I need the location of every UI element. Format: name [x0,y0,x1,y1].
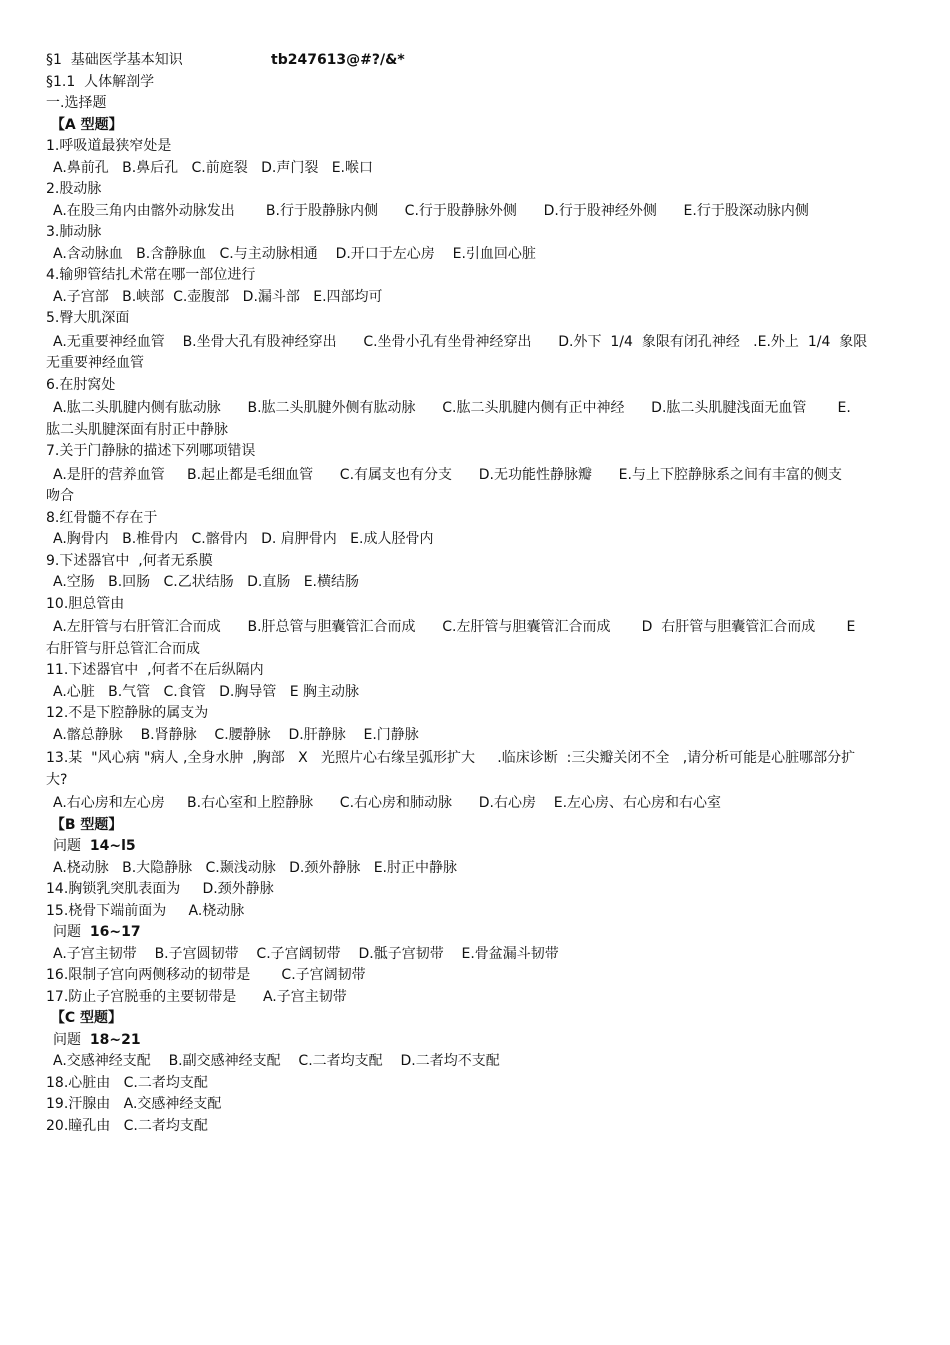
question-range: 14~l5 [89,838,136,854]
answer-options-line: A.胸骨内 B.椎骨内 C.髂骨内 D. 肩胛骨内 E.成人胫骨内 [53,531,434,547]
question-line: 6.在肘窝处 [46,376,116,393]
question-line: 15.桡骨下端前面为 A.桡动脉 [46,902,245,919]
question-line: 4.输卵管结扎术常在哪一部位进行 [46,267,256,283]
question-line: 12.不是下腔静脉的属支为 [46,705,209,721]
answer-options-line: A.心脏 B.气管 C.食管 D.胸导管 E 胸主动脉 [53,683,359,700]
question-line: 17.防止子宫脱垂的主要韧带是 A.子宫主韧带 [46,988,347,1005]
question-line: 【A 型题】 [46,116,123,133]
answer-options-line: A.空肠 B.回肠 C.乙状结肠 D.直肠 E.横结肠 [53,574,359,590]
continuation-line: 右肝管与肝总管汇合而成 [46,640,200,657]
document-page [46,50,914,1137]
question-line: 11.下述器官中 ,何者不在后纵隔内 [46,662,264,678]
question-line: §1.1 人体解剖学 [46,73,155,90]
answer-options-line: A.交感神经支配 B.副交感神经支配 C.二者均支配 D.二者均不支配 [53,1053,500,1069]
question-line: 14.胸锁乳突肌表面为 D.颈外静脉 [46,881,274,897]
question-line: 13.某 "风心病 "病人 ,全身水肿 ,胸部 X 光照片心右缘呈弧形扩大 .临床诊断 :三尖瓣关闭不全 ,请分析可能是心脏哪部分扩 [46,750,856,766]
continuation-line: 吻合 [46,488,74,504]
question-line: 1.呼吸道最狭窄处是 [46,138,172,154]
question-line: 3.肺动脉 [46,224,102,240]
question-line: 【B 型题】 [46,816,123,833]
line-prefix: 问题 [53,1031,90,1048]
answer-options-line: A.鼻前孔 B.鼻后孔 C.前庭裂 D.声门裂 E.喉口 [53,159,373,176]
answer-options-line: A.无重要神经血管 B.坐骨大孔有股神经穿出 C.坐骨小孔有坐骨神经穿出 D.外下 1/4 象限有闭孔神经 .E.外上 1/4 象限 [53,333,868,350]
answer-options-line: A.髂总静脉 B.肾静脉 C.腰静脉 D.肝静脉 E.门静脉 [53,726,419,743]
question-range: 16~17 [89,924,141,940]
question-line: 19.汗腺由 A.交感神经支配 [46,1096,222,1112]
continuation-line: 无重要神经血管 [46,355,144,371]
answer-options-line [46,836,914,858]
document-body [46,72,914,1138]
question-line: 【C 型题】 [46,1010,123,1026]
answer-options-line [46,922,914,944]
question-line: 8.红骨髓不存在于 [46,509,158,526]
answer-options-line: A.肱二头肌腱内侧有肱动脉 B.肱二头肌腱外侧有肱动脉 C.肱二头肌腱内侧有正中神经 D.肱二头肌腱浅面无血管 E. [53,400,851,416]
question-line: 16.限制子宫向两侧移动的韧带是 C.子宫阔韧带 [46,967,366,983]
question-line: 9.下述器官中 ,何者无系膜 [46,552,213,569]
chapter-heading: §1 基础医学基本知识 [46,52,183,68]
question-line: 18.心脏由 C.二者均支配 [46,1074,208,1091]
answer-options-line: A.子宫部 B.峡部 C.壶腹部 D.漏斗部 E.四部均可 [53,288,383,305]
question-line: 20.瞳孔由 C.二者均支配 [46,1117,208,1134]
answer-options-line: A.子宫主韧带 B.子宫圆韧带 C.子宫阔韧带 D.骶子宫韧带 E.骨盆漏斗韧带 [53,945,559,962]
answer-options-line: A.含动脉血 B.含静脉血 C.与主动脉相通 D.开口于左心房 E.引血回心脏 [53,245,536,262]
answer-options-line: A.右心房和左心房 B.右心室和上腔静脉 C.右心房和肺动脉 D.右心房 E.左心房、右心房和右心室 [53,795,722,811]
line-prefix: 问题 [53,924,90,940]
continuation-line: 大? [46,771,68,788]
question-line: 7.关于门静脉的描述下列哪项错误 [46,443,256,459]
question-line: 5.臀大肌深面 [46,310,130,326]
line-prefix: 问题 [53,838,90,854]
answer-options-line [46,1030,914,1052]
answer-options-line: A.是肝的营养血管 B.起止都是毛细血管 C.有属支也有分支 D.无功能性静脉瓣 E.与上下腔静脉系之间有丰富的侧支 [53,466,842,483]
answer-options-line: A.桡动脉 B.大隐静脉 C.颞浅动脉 D.颈外静脉 E.肘正中静脉 [53,859,457,876]
question-line: 2.股动脉 [46,181,102,197]
question-line: 10.胆总管由 [46,595,125,612]
answer-options-line: A.在股三角内由髂外动脉发出 B.行于股静脉内侧 C.行于股静脉外侧 D.行于股神经外侧 E.行于股深动脉内侧 [53,202,809,219]
document-header [46,50,914,72]
answer-options-line: A.左肝管与右肝管汇合而成 B.肝总管与胆囊管汇合而成 C.左肝管与胆囊管汇合而成 D 右肝管与胆囊管汇合而成 E [53,619,856,635]
header-code: tb247613@#?/&* [271,52,405,68]
continuation-line: 肱二头肌腱深面有肘正中静脉 [46,421,228,438]
question-range: 18~21 [89,1031,141,1048]
question-line: 一.选择题 [46,95,107,111]
